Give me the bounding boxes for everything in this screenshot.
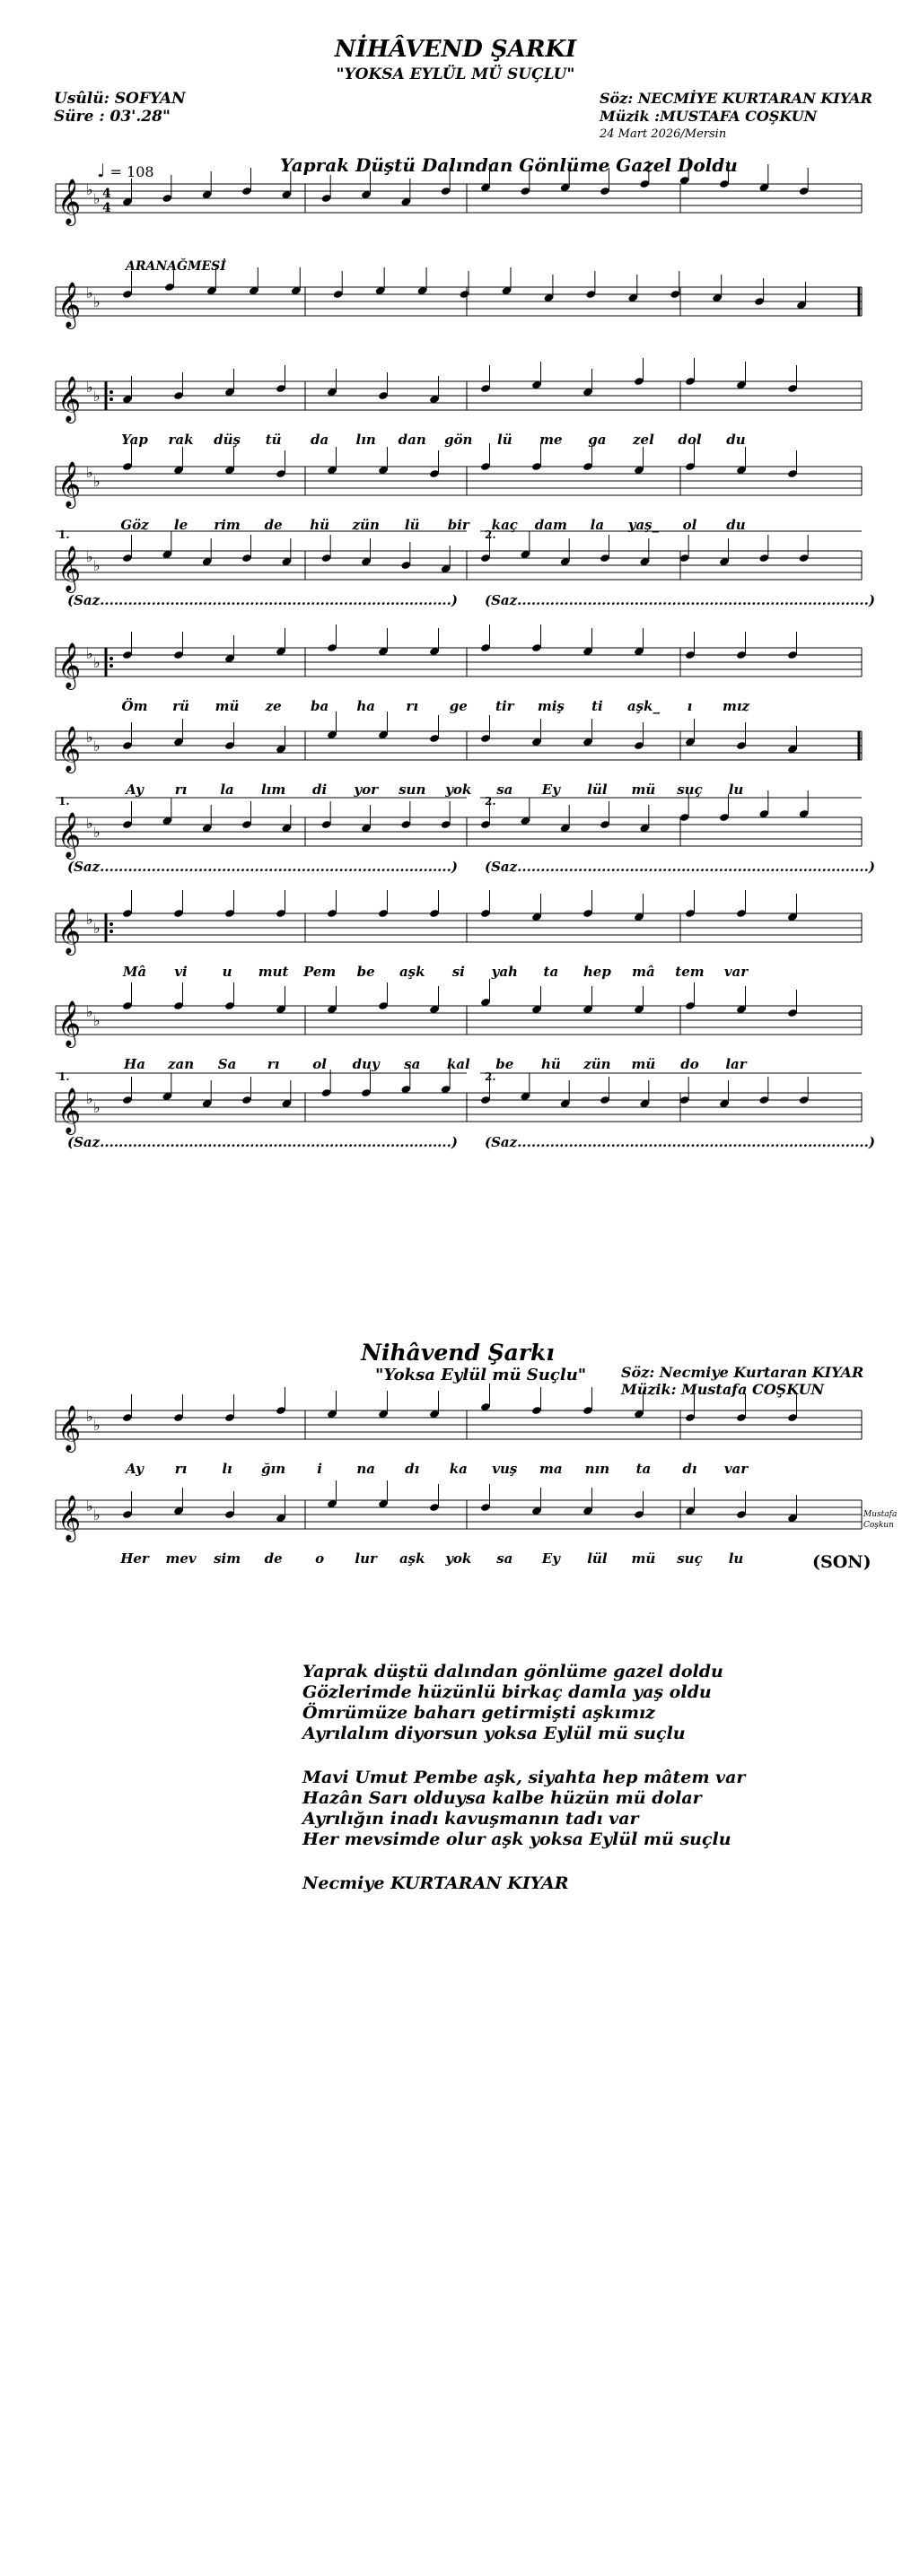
lyric-syllable: hü	[310, 517, 330, 533]
lyric-syllable: dol	[678, 432, 702, 448]
flat-icon: ♭	[93, 824, 101, 841]
flat-icon: ♭	[93, 738, 101, 755]
lyric-syllable: rı	[406, 698, 419, 714]
lyric-syllable: var	[723, 1461, 749, 1477]
lyric-syllable: ha	[356, 698, 376, 714]
flat-icon: ♭	[86, 284, 93, 301]
lyric-syllable: sa	[496, 1550, 513, 1567]
poem-line: Ömrümüze baharı getirmişti aşkımız	[302, 1703, 655, 1723]
lyricist-text: Söz: NECMİYE KURTARAN KIYAR	[600, 90, 872, 107]
treble-clef-icon: 𝄞	[57, 908, 82, 954]
date-text: 24 Mart 2026/Mersin	[600, 127, 727, 141]
volta-2-label: 2.	[485, 528, 496, 541]
lyric-syllable: Yap	[121, 432, 148, 448]
lyric-syllable: Mâ	[122, 964, 147, 980]
lyric-syllable: do	[680, 1056, 699, 1072]
page2-title: Nihâvend Şarkı	[361, 1340, 555, 1366]
lyric-syllable: yah	[491, 964, 518, 980]
treble-clef-icon: 𝄞	[57, 1405, 82, 1451]
poem-line: Her mevsimde olur aşk yoksa Eylül mü suçlu	[302, 1829, 731, 1849]
repeat-dot	[109, 397, 113, 401]
line-heading: Yaprak Düştü Dalından Gönlüme Gazel Doldu	[280, 154, 738, 176]
lyric-syllable: Ay	[126, 1461, 144, 1477]
lyric-syllable: ze	[265, 698, 282, 714]
repeat-dot	[109, 390, 113, 394]
lyric-syllable: yok	[445, 1550, 472, 1567]
lyric-syllable: lu	[728, 1550, 744, 1567]
treble-clef-icon: 𝄞	[57, 282, 82, 327]
lyric-syllable: Göz	[120, 517, 149, 533]
flat-icon: ♭	[93, 654, 101, 671]
lyric-syllable: vi	[174, 964, 188, 980]
lyric-syllable: hep	[583, 964, 611, 980]
lyric-syllable: Ey	[541, 782, 560, 798]
lyric-syllable: sun	[399, 782, 426, 798]
treble-clef-icon: 𝄞	[57, 642, 82, 688]
lyric-syllable: ba	[311, 698, 329, 714]
volta-1-label: 1.	[58, 528, 70, 541]
lyric-syllable: Sa	[217, 1056, 237, 1072]
poem-line: Mavi Umut Pembe aşk, siyahta hep mâtem var	[302, 1768, 746, 1787]
lyric-syllable: kaç	[491, 517, 518, 533]
lyric-syllable: yaş_	[627, 517, 660, 533]
lyric-syllable: ol	[312, 1056, 328, 1072]
lyric-syllable: dı	[405, 1461, 420, 1477]
lyric-syllable: ı	[687, 698, 693, 714]
page-title: NİHÂVEND ŞARKI	[334, 36, 577, 63]
lyric-syllable: le	[173, 517, 188, 533]
lyric-syllable: dı	[682, 1461, 697, 1477]
lyric-syllable: ğın	[261, 1461, 286, 1477]
treble-clef-icon: 𝄞	[57, 376, 82, 422]
poem-line: Ayrılalım diyorsun yoksa Eylül mü suçlu	[302, 1724, 686, 1743]
lyric-syllable: mev	[165, 1550, 197, 1567]
lyric-syllable: Pem	[303, 964, 337, 980]
lyric-syllable: zün	[583, 1056, 611, 1072]
lyric-syllable: rı	[174, 1461, 188, 1477]
flat-icon: ♭	[86, 379, 93, 396]
lyric-syllable: bir	[447, 517, 469, 533]
flat-icon: ♭	[93, 1012, 101, 1029]
lyric-syllable: zel	[633, 432, 654, 448]
lyric-syllable: be	[495, 1056, 514, 1072]
repeat-dot	[109, 930, 113, 933]
time-signature: 4	[102, 201, 111, 215]
poem-line: Yaprak düştü dalından gönlüme gazel doldu	[302, 1662, 723, 1681]
flat-icon: ♭	[93, 293, 101, 310]
flat-icon: ♭	[86, 181, 93, 198]
saz-label: (Saz...........................................................................)	[485, 592, 875, 608]
saz-label: (Saz...........................................................................)	[67, 859, 458, 875]
lyric-syllable: lın	[355, 432, 376, 448]
lyric-syllable: sa	[404, 1056, 421, 1072]
lyric-syllable: ka	[449, 1461, 468, 1477]
lyric-syllable: mü	[631, 1550, 656, 1567]
poem-line: Gözlerimde hüzünlü birkaç damla yaş oldu	[302, 1682, 712, 1702]
flat-icon: ♭	[86, 1003, 93, 1020]
saz-label: (Saz...........................................................................)	[67, 1134, 458, 1150]
flat-icon: ♭	[93, 473, 101, 490]
lyric-syllable: aşk	[399, 1550, 425, 1567]
lyric-syllable: si	[451, 964, 465, 980]
treble-clef-icon: 𝄞	[57, 726, 82, 772]
lyric-syllable: dam	[534, 517, 567, 533]
lyric-syllable: suç	[677, 782, 703, 798]
lyric-syllable: de	[264, 517, 283, 533]
repeat-dot	[109, 657, 113, 660]
flat-icon: ♭	[93, 920, 101, 937]
usul-text: Usûlü: SOFYAN	[54, 90, 186, 108]
lyric-syllable: di	[312, 782, 328, 798]
flat-icon: ♭	[93, 557, 101, 574]
lyric-syllable: Öm	[121, 698, 148, 714]
flat-icon: ♭	[86, 729, 93, 746]
flat-icon: ♭	[86, 815, 93, 832]
tempo-value: = 108	[109, 163, 154, 180]
lyric-syllable: var	[723, 964, 749, 980]
lyric-syllable: la	[220, 782, 234, 798]
lyric-syllable: dan	[398, 432, 426, 448]
quarter-note-icon: ♩	[97, 160, 106, 181]
repeat-dot	[109, 922, 113, 926]
lyric-syllable: zün	[352, 517, 380, 533]
volta-2-label: 2.	[485, 795, 496, 808]
lyric-syllable: lur	[355, 1550, 377, 1567]
flat-icon: ♭	[93, 1417, 101, 1434]
lyric-syllable: lı	[222, 1461, 232, 1477]
lyric-syllable: ga	[588, 432, 607, 448]
lyric-syllable: tü	[265, 432, 282, 448]
saz-label: (Saz...........................................................................)	[485, 1134, 875, 1150]
treble-clef-icon: 𝄞	[57, 812, 82, 858]
lyric-syllable: lu	[728, 782, 744, 798]
treble-clef-icon: 𝄞	[57, 1087, 82, 1133]
lyric-syllable: ge	[449, 698, 468, 714]
lyric-syllable: ta	[543, 964, 559, 980]
signature-text: Coşkun	[863, 1521, 894, 1530]
lyric-syllable: lü	[404, 517, 420, 533]
signature-text: Mustafa	[863, 1510, 898, 1519]
lyric-syllable: tir	[495, 698, 514, 714]
lyric-syllable: lım	[260, 782, 286, 798]
flat-icon: ♭	[86, 645, 93, 662]
flat-icon: ♭	[93, 1099, 101, 1116]
treble-clef-icon: 𝄞	[57, 1495, 82, 1541]
lyric-syllable: suç	[677, 1550, 703, 1567]
lyric-syllable: yok	[445, 782, 472, 798]
lyric-syllable: lar	[725, 1056, 747, 1072]
saz-label: (Saz...........................................................................)	[67, 592, 458, 608]
lyric-syllable: ol	[682, 517, 697, 533]
volta-1-label: 1.	[58, 795, 70, 808]
lyric-syllable: Ay	[126, 782, 144, 798]
lyric-syllable: rim	[214, 517, 241, 533]
lyric-syllable: miş	[537, 698, 565, 714]
lyric-syllable: lül	[587, 1550, 608, 1567]
flat-icon: ♭	[86, 1498, 93, 1515]
lyric-syllable: mız	[722, 698, 750, 714]
time-signature: 4	[102, 187, 111, 201]
lyric-syllable: tem	[675, 964, 705, 980]
poem-author: Necmiye KURTARAN KIYAR	[302, 1873, 569, 1893]
treble-clef-icon: 𝄞	[57, 461, 82, 507]
lyric-syllable: i	[317, 1461, 323, 1477]
lyric-syllable: na	[356, 1461, 376, 1477]
lyric-syllable: duy	[352, 1056, 380, 1072]
lyric-syllable: lü	[497, 432, 512, 448]
lyric-syllable: rak	[168, 432, 194, 448]
lyric-syllable: u	[222, 964, 232, 980]
lyric-syllable: zan	[167, 1056, 195, 1072]
lyric-syllable: vuş	[492, 1461, 518, 1477]
lyric-syllable: hü	[540, 1056, 561, 1072]
page2-lyricist: Söz: Necmiye Kurtaran KIYAR	[621, 1364, 864, 1381]
lyric-syllable: mü	[631, 1056, 656, 1072]
treble-clef-icon: 𝄞	[57, 546, 82, 591]
lyric-syllable: düş	[214, 432, 241, 448]
treble-clef-icon: 𝄞	[57, 179, 82, 224]
page2-composer: Müzik: Mustafa COŞKUN	[621, 1381, 825, 1398]
lyric-syllable: o	[315, 1550, 325, 1567]
flat-icon: ♭	[86, 464, 93, 481]
poem-text	[302, 1662, 745, 1894]
flat-icon: ♭	[93, 388, 101, 405]
lyric-syllable: rı	[174, 782, 188, 798]
lyric-syllable: du	[726, 517, 746, 533]
son-label: (SON)	[812, 1552, 872, 1572]
lyric-syllable: be	[356, 964, 375, 980]
lyric-syllable: ti	[591, 698, 603, 714]
lyric-syllable: sim	[214, 1550, 241, 1567]
lyric-syllable: rı	[267, 1056, 280, 1072]
lyric-syllable: mut	[258, 964, 289, 980]
flat-icon: ♭	[86, 911, 93, 928]
page2-subtitle: "Yoksa Eylül mü Suçlu"	[375, 1366, 587, 1384]
composer-text: Müzik :MUSTAFA COŞKUN	[600, 108, 818, 125]
lyric-syllable: la	[590, 517, 605, 533]
page-subtitle: "YOKSA EYLÜL MÜ SUÇLU"	[336, 65, 575, 83]
lyric-syllable: mâ	[632, 964, 655, 980]
lyric-syllable: yor	[354, 782, 379, 798]
lyric-syllable: Ey	[541, 1550, 560, 1567]
lyric-syllable: ma	[539, 1461, 563, 1477]
lyric-syllable: gön	[444, 432, 473, 448]
lyric-syllable: me	[539, 432, 563, 448]
poem-line: Ayrılığın inadı kavuşmanın tadı var	[302, 1809, 639, 1829]
lyric-syllable: aşk	[399, 964, 425, 980]
treble-clef-icon: 𝄞	[57, 1000, 82, 1046]
lyric-syllable: Her	[120, 1550, 149, 1567]
volta-2-label: 2.	[485, 1070, 496, 1083]
saz-label: (Saz...........................................................................)	[485, 859, 875, 875]
lyric-syllable: de	[264, 1550, 283, 1567]
flat-icon: ♭	[86, 1090, 93, 1107]
lyric-syllable: sa	[496, 782, 513, 798]
flat-icon: ♭	[93, 1506, 101, 1524]
lyric-syllable: mü	[631, 782, 656, 798]
aranagmesi-label: ARANAĞMESİ	[126, 259, 226, 274]
lyric-syllable: mü	[215, 698, 240, 714]
repeat-dot	[109, 664, 113, 668]
lyric-syllable: aşk_	[626, 698, 660, 714]
flat-icon: ♭	[86, 1408, 93, 1425]
flat-icon: ♭	[93, 190, 101, 207]
lyric-syllable: lül	[587, 782, 608, 798]
poem-line: Hazân Sarı olduysa kalbe hüzün mü dolar	[302, 1788, 702, 1808]
lyric-syllable: du	[726, 432, 746, 448]
volta-1-label: 1.	[58, 1070, 70, 1083]
lyric-syllable: rü	[172, 698, 189, 714]
lyric-syllable: kal	[446, 1056, 470, 1072]
lyric-syllable: Ha	[124, 1056, 145, 1072]
sure-text: Süre : 03'.28"	[54, 108, 171, 126]
flat-icon: ♭	[86, 548, 93, 565]
lyric-syllable: nın	[584, 1461, 610, 1477]
lyric-syllable: da	[311, 432, 329, 448]
lyric-syllable: ta	[635, 1461, 652, 1477]
